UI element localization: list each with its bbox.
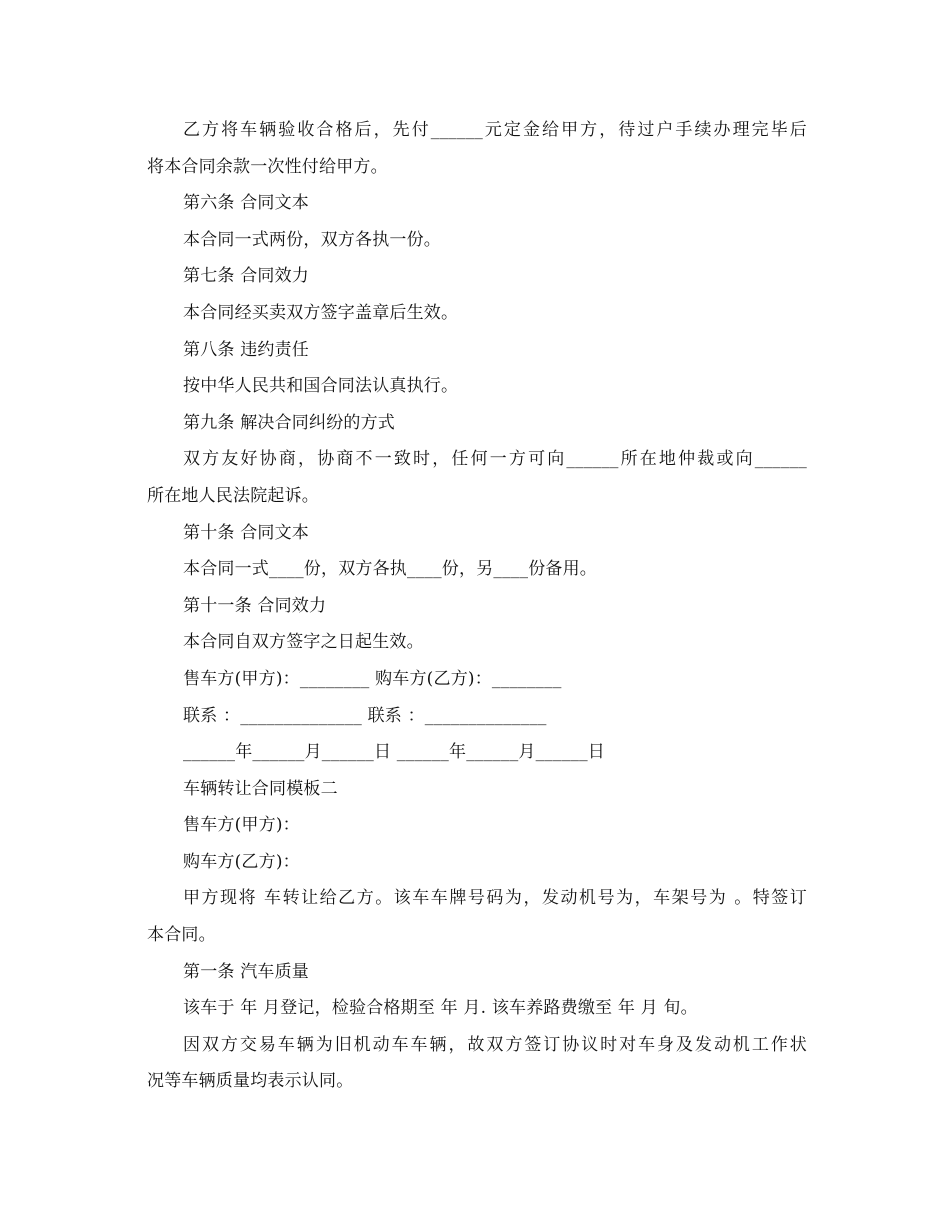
text-line: 售车方(甲方)：	[183, 815, 300, 836]
text-line: 乙方将车辆验收合格后，先付______元定金给甲方，待过户手续办理完毕后	[183, 120, 807, 140]
text-line: 售车方(甲方)：________ 购车方(乙方)：________	[183, 668, 562, 689]
text-line: 购车方(乙方)：	[183, 851, 300, 872]
text-line: 本合同。	[147, 925, 216, 946]
document-page	[147, 112, 807, 1100]
text-line: 本合同经买卖双方签字盖章后生效。	[183, 302, 459, 323]
text-line: 将本合同余款一次性付给甲方。	[147, 156, 388, 177]
text-line: 第七条 合同效力	[183, 266, 310, 287]
text-line: ______年______月______日 ______年______月______日	[183, 742, 606, 763]
text-line: 第八条 违约责任	[183, 339, 310, 360]
text-line: 车辆转让合同模板二	[183, 778, 338, 799]
text-line: 本合同自双方签字之日起生效。	[183, 632, 424, 653]
text-line: 第六条 合同文本	[183, 193, 310, 214]
text-line: 第十条 合同文本	[183, 522, 310, 543]
text-line: 所在地人民法院起诉。	[147, 485, 319, 506]
text-line: 本合同一式两份，双方各执一份。	[183, 229, 441, 250]
text-line: 因双方交易车辆为旧机动车车辆，故双方签订协议时对车身及发动机工作状	[183, 1034, 807, 1055]
text-line: 该车于 年 月登记，检验合格期至 年 月. 该车养路费缴至 年 月 旬。	[183, 998, 698, 1019]
text-line: 第九条 解决合同纠纷的方式	[183, 412, 396, 433]
text-line: 联系 ：______________ 联系 ：______________	[183, 705, 547, 726]
text-line: 况等车辆质量均表示认同。	[147, 1071, 354, 1092]
text-line: 本合同一式____份，双方各执____份，另____份备用。	[183, 559, 597, 580]
text-line: 双方友好协商，协商不一致时，任何一方可向______所在地仲裁或向______	[183, 449, 807, 470]
text-line: 甲方现将 车转让给乙方。该车车牌号码为，发动机号为，车架号为 。特签订	[183, 888, 807, 909]
text-line: 第十一条 合同效力	[183, 595, 327, 616]
text-line: 按中华人民共和国合同法认真执行。	[183, 376, 459, 397]
text-line: 第一条 汽车质量	[183, 961, 310, 982]
